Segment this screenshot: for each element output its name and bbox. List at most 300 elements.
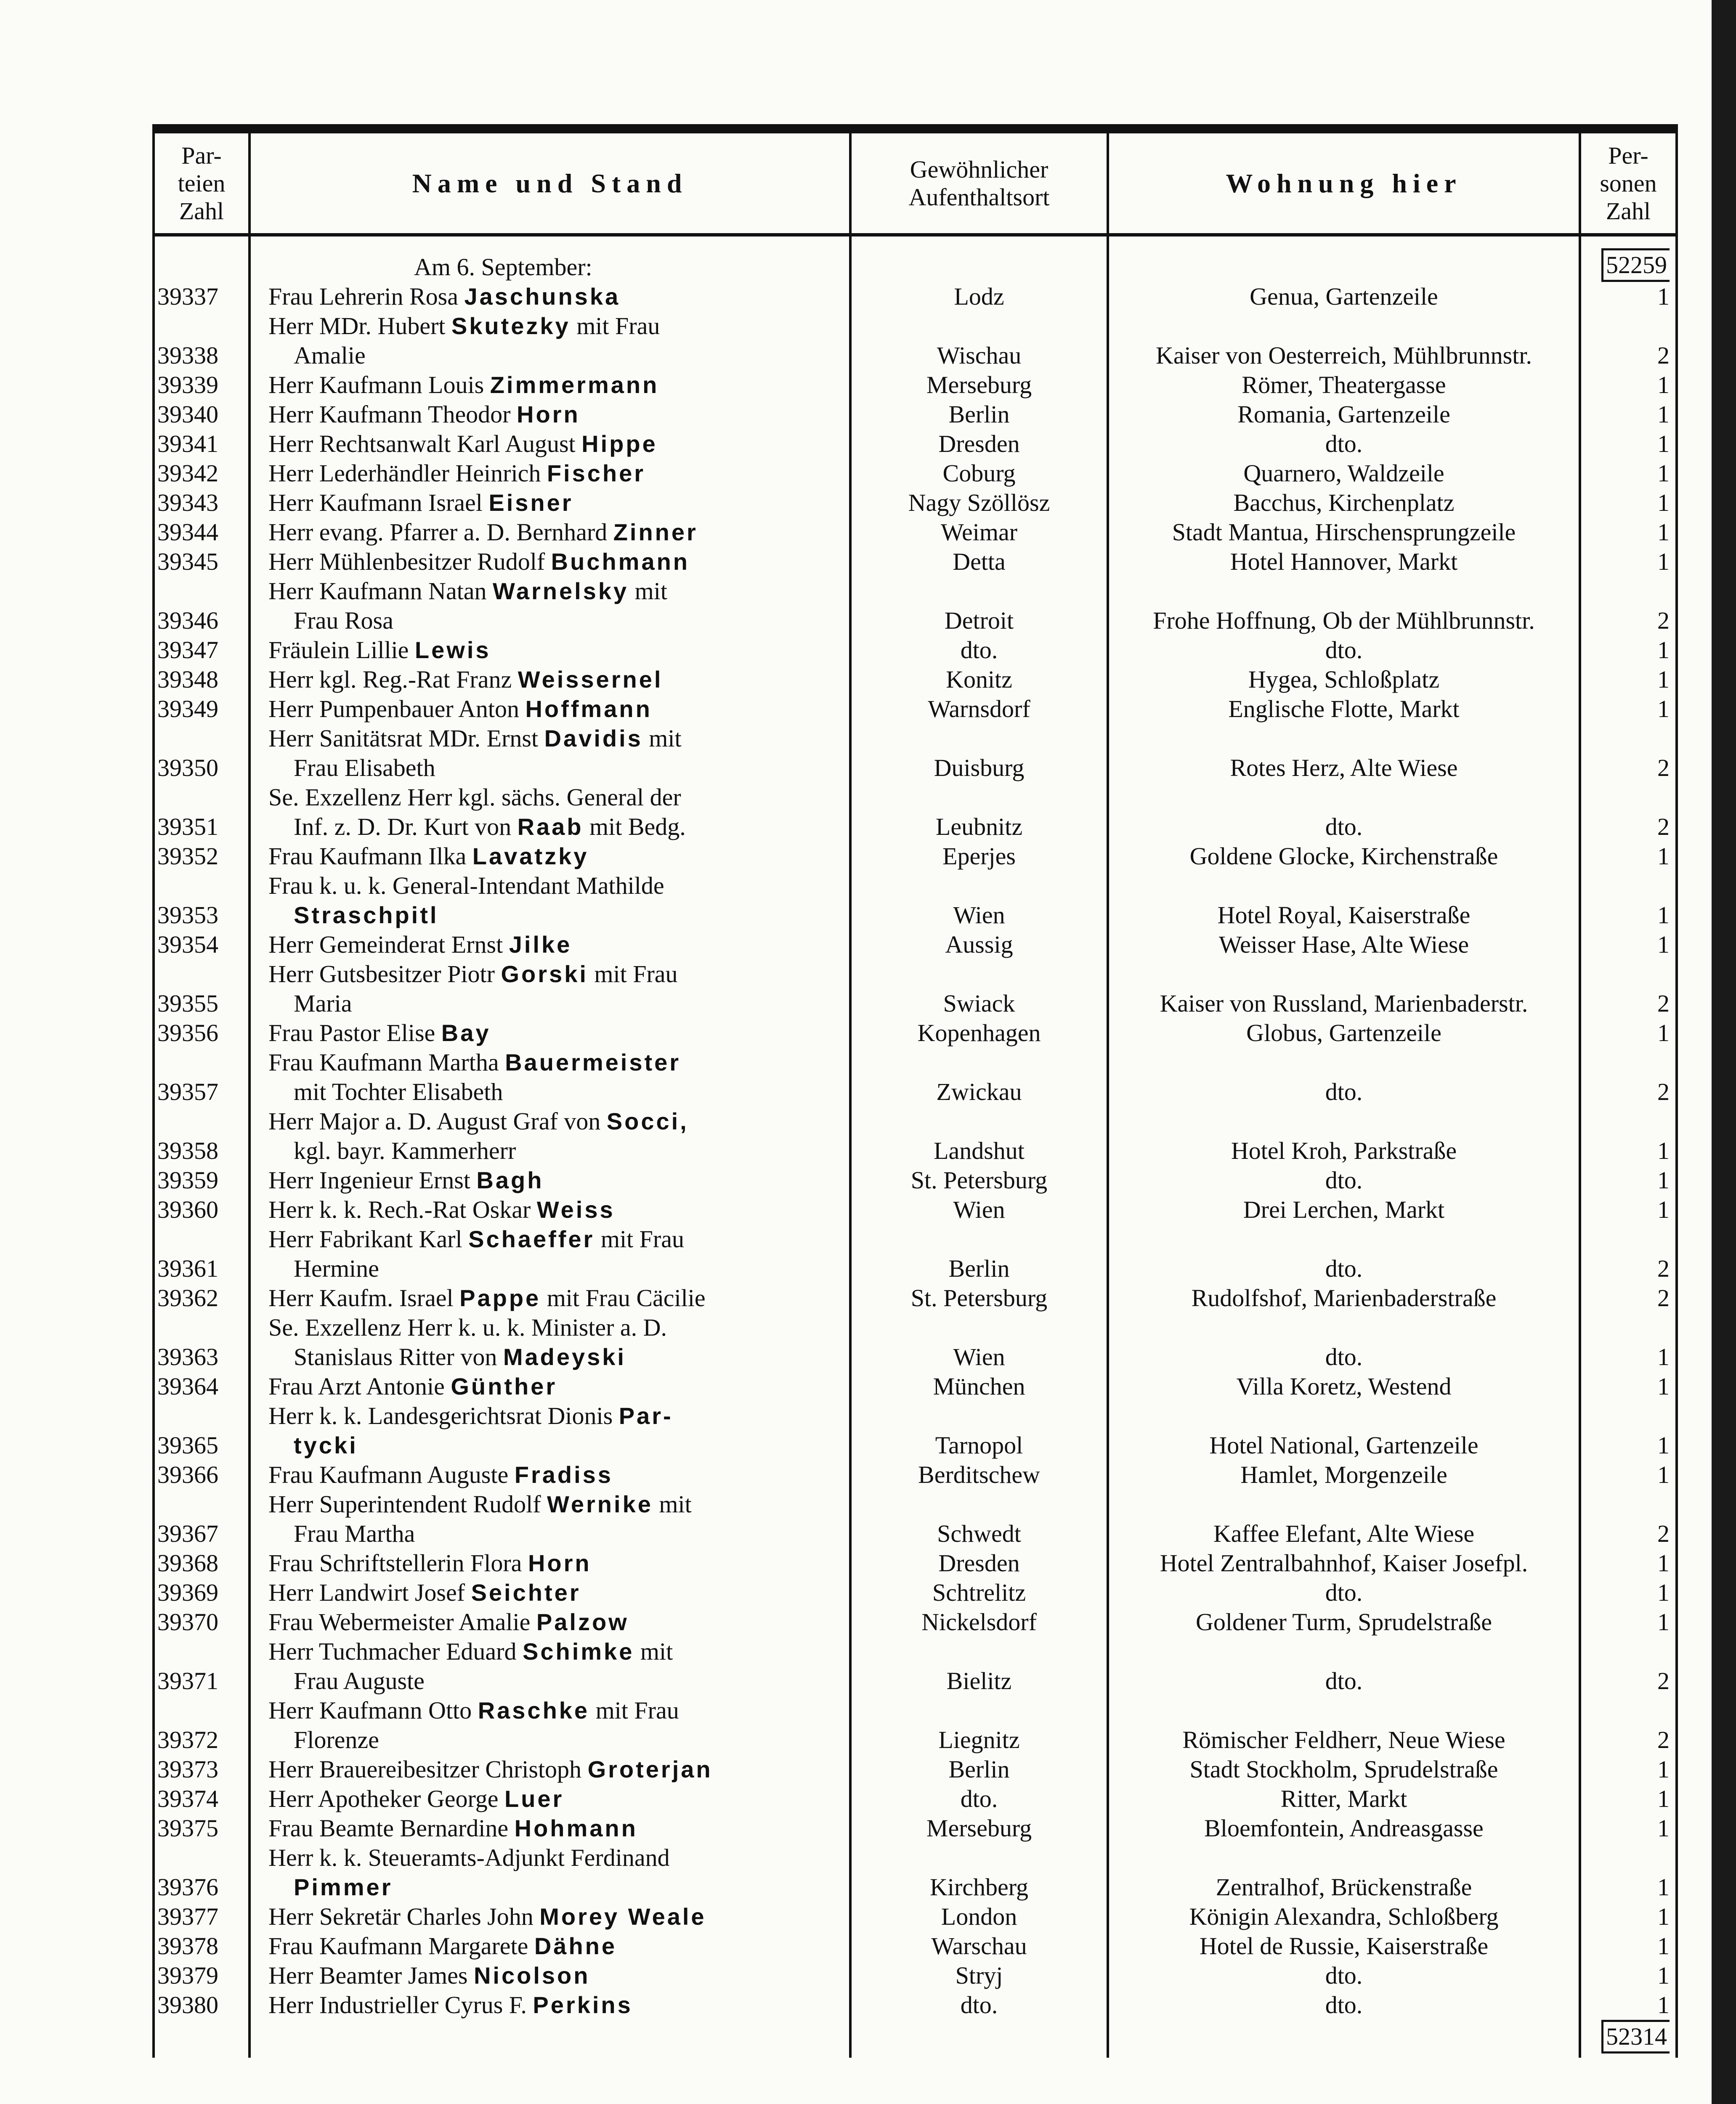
person-count: 1 bbox=[1580, 635, 1677, 665]
party-number: 39378 bbox=[154, 1931, 250, 1961]
surname: Pappe bbox=[459, 1285, 541, 1311]
name-and-status bbox=[250, 1637, 850, 1696]
lodging-address: Hotel Kroh, Parkstraße bbox=[1108, 1107, 1580, 1166]
title-text: Inf. z. D. Dr. Kurt von bbox=[294, 813, 512, 840]
entry-row bbox=[154, 694, 1677, 724]
name-line bbox=[268, 1490, 846, 1519]
usual-residence: Berlin bbox=[850, 400, 1108, 429]
title-text: Se. Exzellenz Herr k. u. k. Minister a. D. bbox=[268, 1314, 667, 1341]
party-number: 39343 bbox=[154, 488, 250, 518]
party-number: 39368 bbox=[154, 1549, 250, 1578]
entry-row bbox=[154, 1637, 1677, 1696]
name-and-status bbox=[250, 311, 850, 370]
lodging-address: dto. bbox=[1108, 1225, 1580, 1283]
surname: Bauermeister bbox=[505, 1049, 681, 1076]
title-text: Frau Beamte Bernardine bbox=[268, 1814, 509, 1842]
lodging-address: Frohe Hoffnung, Ob der Mühlbrunnstr. bbox=[1108, 576, 1580, 635]
surname: Madeyski bbox=[503, 1344, 626, 1370]
usual-residence: München bbox=[850, 1372, 1108, 1401]
party-number: 39361 bbox=[154, 1225, 250, 1283]
name-and-status bbox=[250, 959, 850, 1018]
lodging-address: Kaffee Elefant, Alte Wiese bbox=[1108, 1490, 1580, 1549]
title-text: Herr Brauereibesitzer Christoph bbox=[268, 1756, 582, 1783]
entry-row bbox=[154, 1843, 1677, 1902]
name-line bbox=[268, 1460, 846, 1490]
title-text: Herr Kaufmann Theodor bbox=[268, 401, 511, 428]
person-count: 1 bbox=[1580, 842, 1677, 871]
name-line bbox=[268, 1578, 846, 1607]
name-line bbox=[268, 1843, 846, 1873]
party-number: 39373 bbox=[154, 1755, 250, 1784]
name-line bbox=[268, 783, 846, 812]
name-continuation bbox=[268, 1873, 846, 1902]
header-row bbox=[154, 129, 1677, 235]
usual-residence: Wien bbox=[850, 1195, 1108, 1225]
date-row bbox=[154, 248, 1677, 282]
name-line bbox=[268, 1784, 846, 1814]
surname: Gorski bbox=[501, 961, 588, 987]
surname: Lavatzky bbox=[472, 843, 589, 869]
usual-residence: Berlin bbox=[850, 1755, 1108, 1784]
name-and-status bbox=[250, 871, 850, 930]
entry-row bbox=[154, 576, 1677, 635]
name-line bbox=[268, 1401, 846, 1431]
name-line bbox=[268, 724, 846, 753]
name-line bbox=[268, 1990, 846, 2020]
person-count: 1 bbox=[1580, 370, 1677, 400]
name-line bbox=[268, 842, 846, 871]
lodging-address: Hygea, Schloßplatz bbox=[1108, 665, 1580, 694]
lodging-address: Quarnero, Waldzeile bbox=[1108, 459, 1580, 488]
usual-residence: Bielitz bbox=[850, 1637, 1108, 1696]
usual-residence: Merseburg bbox=[850, 370, 1108, 400]
surname: tycki bbox=[294, 1432, 358, 1458]
lodging-address: Englische Flotte, Markt bbox=[1108, 694, 1580, 724]
name-and-status bbox=[250, 665, 850, 694]
entry-row bbox=[154, 1048, 1677, 1107]
title-text: Frau Arzt Antonie bbox=[268, 1373, 445, 1400]
person-count: 1 bbox=[1580, 1549, 1677, 1578]
usual-residence: Stryj bbox=[850, 1961, 1108, 1990]
title-text: Herr Lederhändler Heinrich bbox=[268, 460, 541, 487]
name-line bbox=[268, 694, 846, 724]
name-and-status bbox=[250, 724, 850, 783]
surname: Par- bbox=[618, 1403, 673, 1429]
party-number: 39339 bbox=[154, 370, 250, 400]
name-and-status bbox=[250, 1961, 850, 1990]
name-line bbox=[268, 282, 846, 311]
title-text: Stanislaus Ritter von bbox=[294, 1343, 497, 1371]
title-text: Herr k. k. Landesgerichtsrat Dionis bbox=[268, 1402, 613, 1429]
surname: Pimmer bbox=[294, 1874, 393, 1900]
person-count: 1 bbox=[1580, 1460, 1677, 1490]
entry-row bbox=[154, 1607, 1677, 1637]
party-number: 39353 bbox=[154, 871, 250, 930]
person-count: 1 bbox=[1580, 665, 1677, 694]
entry-row bbox=[154, 1961, 1677, 1990]
title-text: Herr Kaufm. Israel bbox=[268, 1284, 454, 1312]
usual-residence: Detta bbox=[850, 547, 1108, 576]
name-line bbox=[268, 959, 846, 989]
usual-residence: St. Petersburg bbox=[850, 1166, 1108, 1195]
usual-residence: Nickelsdorf bbox=[850, 1607, 1108, 1637]
lodging-address: Hotel Hannover, Markt bbox=[1108, 547, 1580, 576]
name-continuation bbox=[268, 901, 846, 930]
name-line bbox=[268, 429, 846, 459]
party-number: 39371 bbox=[154, 1637, 250, 1696]
name-and-status bbox=[250, 1460, 850, 1490]
title-text: Herr Ingenieur Ernst bbox=[268, 1166, 470, 1194]
name-line bbox=[268, 1755, 846, 1784]
party-number: 39360 bbox=[154, 1195, 250, 1225]
surname: Jilke bbox=[509, 931, 572, 958]
party-number: 39342 bbox=[154, 459, 250, 488]
entry-row bbox=[154, 488, 1677, 518]
name-and-status bbox=[250, 930, 850, 959]
person-count: 1 bbox=[1580, 518, 1677, 547]
party-number: 39367 bbox=[154, 1490, 250, 1549]
name-suffix: mit bbox=[659, 1490, 692, 1518]
usual-residence: Weimar bbox=[850, 518, 1108, 547]
person-count: 1 bbox=[1580, 400, 1677, 429]
title-text: Frau Schriftstellerin Flora bbox=[268, 1549, 522, 1577]
entry-row bbox=[154, 783, 1677, 842]
name-continuation: Frau Rosa bbox=[294, 607, 393, 634]
party-number: 39354 bbox=[154, 930, 250, 959]
usual-residence: Kopenhagen bbox=[850, 1018, 1108, 1048]
surname: Wernike bbox=[547, 1491, 653, 1517]
name-and-status bbox=[250, 1607, 850, 1637]
lodging-address: dto. bbox=[1108, 1313, 1580, 1372]
name-and-status bbox=[250, 1018, 850, 1048]
entry-row bbox=[154, 1401, 1677, 1460]
usual-residence: St. Petersburg bbox=[850, 1283, 1108, 1313]
lodging-address: Königin Alexandra, Schloßberg bbox=[1108, 1902, 1580, 1931]
surname: Socci, bbox=[606, 1108, 689, 1134]
name-and-status bbox=[250, 1902, 850, 1931]
date-heading: Am 6. September: bbox=[414, 253, 592, 281]
person-count: 1 bbox=[1580, 1755, 1677, 1784]
entry-row bbox=[154, 1490, 1677, 1549]
entry-row bbox=[154, 1755, 1677, 1784]
party-number: 39341 bbox=[154, 429, 250, 459]
name-continuation: Frau Auguste bbox=[294, 1667, 425, 1695]
header-usual-residence: Gewöhnlicher Aufenthaltsort bbox=[850, 129, 1108, 235]
lodging-address: Villa Koretz, Westend bbox=[1108, 1372, 1580, 1401]
title-text: Herr Gutsbesitzer Piotr bbox=[268, 960, 495, 988]
person-count: 2 bbox=[1580, 783, 1677, 842]
lodging-address: Kaiser von Oesterreich, Mühlbrunnstr. bbox=[1108, 311, 1580, 370]
surname: Palzow bbox=[536, 1609, 629, 1635]
name-and-status bbox=[250, 488, 850, 518]
surname: Fischer bbox=[547, 460, 646, 486]
entry-row bbox=[154, 842, 1677, 871]
name-and-status bbox=[250, 282, 850, 311]
guest-list-table bbox=[152, 124, 1678, 2058]
surname: Buchmann bbox=[551, 548, 690, 575]
usual-residence: Coburg bbox=[850, 459, 1108, 488]
surname: Lewis bbox=[414, 637, 491, 663]
name-and-status bbox=[250, 1195, 850, 1225]
name-and-status bbox=[250, 1372, 850, 1401]
surname: Davidis bbox=[544, 725, 643, 752]
name-continuation bbox=[268, 1342, 846, 1372]
lodging-address: Hotel National, Gartenzeile bbox=[1108, 1401, 1580, 1460]
person-count: 1 bbox=[1580, 871, 1677, 930]
name-continuation: Amalie bbox=[294, 342, 366, 369]
name-and-status bbox=[250, 1283, 850, 1313]
entry-row bbox=[154, 1578, 1677, 1607]
name-line bbox=[268, 1931, 846, 1961]
name-line bbox=[268, 311, 846, 341]
title-text: Herr Mühlenbesitzer Rudolf bbox=[268, 548, 545, 575]
name-line bbox=[268, 665, 846, 694]
name-and-status bbox=[250, 1843, 850, 1902]
surname: Raschke bbox=[478, 1697, 590, 1724]
surname: Eisner bbox=[488, 489, 573, 516]
party-number: 39359 bbox=[154, 1166, 250, 1195]
lodging-address: dto. bbox=[1108, 1961, 1580, 1990]
title-text: Herr Apotheker George bbox=[268, 1785, 499, 1812]
name-line bbox=[268, 576, 846, 606]
surname: Perkins bbox=[533, 1992, 633, 2018]
person-count: 1 bbox=[1580, 282, 1677, 311]
name-and-status bbox=[250, 576, 850, 635]
name-line bbox=[268, 1283, 846, 1313]
entry-row bbox=[154, 1283, 1677, 1313]
entry-row bbox=[154, 1313, 1677, 1372]
title-text: Herr Sanitätsrat MDr. Ernst bbox=[268, 725, 539, 752]
surname: Dähne bbox=[534, 1933, 617, 1959]
party-number: 39337 bbox=[154, 282, 250, 311]
person-count: 1 bbox=[1580, 930, 1677, 959]
title-text: Herr Kaufmann Natan bbox=[268, 577, 487, 605]
entry-row bbox=[154, 459, 1677, 488]
name-and-status bbox=[250, 1401, 850, 1460]
title-text: Herr Major a. D. August Graf von bbox=[268, 1108, 601, 1135]
party-number: 39357 bbox=[154, 1048, 250, 1107]
person-count: 1 bbox=[1580, 1843, 1677, 1902]
person-count: 1 bbox=[1580, 1372, 1677, 1401]
party-number: 39340 bbox=[154, 400, 250, 429]
lodging-address: Bloemfontein, Andreasgasse bbox=[1108, 1814, 1580, 1843]
name-continuation bbox=[268, 1431, 846, 1460]
title-text: Herr Rechtsanwalt Karl August bbox=[268, 430, 576, 457]
party-number: 39346 bbox=[154, 576, 250, 635]
lodging-address: Ritter, Markt bbox=[1108, 1784, 1580, 1814]
usual-residence: Konitz bbox=[850, 665, 1108, 694]
title-text: Herr MDr. Hubert bbox=[268, 312, 446, 340]
spacer-row bbox=[154, 235, 1677, 248]
usual-residence: Tarnopol bbox=[850, 1401, 1108, 1460]
lodging-address: Rudolfshof, Marienbaderstraße bbox=[1108, 1283, 1580, 1313]
name-and-status bbox=[250, 1990, 850, 2020]
person-count: 2 bbox=[1580, 1225, 1677, 1283]
name-and-status bbox=[250, 1578, 850, 1607]
usual-residence: Eperjes bbox=[850, 842, 1108, 871]
person-count: 2 bbox=[1580, 1048, 1677, 1107]
surname: Morey Weale bbox=[539, 1903, 706, 1930]
entry-row bbox=[154, 871, 1677, 930]
header-name-and-status: Name und Stand bbox=[250, 129, 850, 235]
name-suffix: mit bbox=[640, 1638, 673, 1665]
name-and-status bbox=[250, 1549, 850, 1578]
usual-residence: dto. bbox=[850, 1784, 1108, 1814]
title-text: Frau Kaufmann Auguste bbox=[268, 1461, 509, 1488]
name-suffix: mit bbox=[634, 577, 667, 605]
party-number: 39369 bbox=[154, 1578, 250, 1607]
name-line bbox=[268, 1313, 846, 1342]
party-number: 39365 bbox=[154, 1401, 250, 1460]
name-and-status bbox=[250, 1048, 850, 1107]
surname: Weiss bbox=[536, 1196, 615, 1223]
usual-residence: Lodz bbox=[850, 282, 1108, 311]
name-line bbox=[268, 459, 846, 488]
surname: Günther bbox=[451, 1373, 557, 1400]
lodging-address: dto. bbox=[1108, 429, 1580, 459]
usual-residence: dto. bbox=[850, 635, 1108, 665]
name-and-status bbox=[250, 694, 850, 724]
name-suffix: mit Frau bbox=[576, 312, 660, 340]
entry-row bbox=[154, 665, 1677, 694]
name-and-status bbox=[250, 1931, 850, 1961]
party-number: 39355 bbox=[154, 959, 250, 1018]
title-text: Herr Gemeinderat Ernst bbox=[268, 931, 503, 958]
name-and-status bbox=[250, 459, 850, 488]
scan-edge-right bbox=[1712, 0, 1736, 2104]
name-line bbox=[268, 1107, 846, 1136]
party-number: 39377 bbox=[154, 1902, 250, 1931]
party-number: 39376 bbox=[154, 1843, 250, 1902]
party-number: 39352 bbox=[154, 842, 250, 871]
party-number: 39356 bbox=[154, 1018, 250, 1048]
name-and-status bbox=[250, 518, 850, 547]
entry-row bbox=[154, 547, 1677, 576]
name-and-status bbox=[250, 1755, 850, 1784]
party-number: 39370 bbox=[154, 1607, 250, 1637]
title-text: Herr evang. Pfarrer a. D. Bernhard bbox=[268, 518, 608, 546]
surname: Bagh bbox=[476, 1167, 544, 1193]
person-count: 1 bbox=[1580, 1607, 1677, 1637]
surname: Zinner bbox=[613, 519, 698, 545]
party-number: 39345 bbox=[154, 547, 250, 576]
lodging-address: Zentralhof, Brückenstraße bbox=[1108, 1843, 1580, 1902]
lodging-address: Kaiser von Russland, Marienbaderstr. bbox=[1108, 959, 1580, 1018]
title-text: Frau Lehrerin Rosa bbox=[268, 283, 458, 310]
usual-residence: Warschau bbox=[850, 1931, 1108, 1961]
party-number: 39375 bbox=[154, 1814, 250, 1843]
name-and-status bbox=[250, 400, 850, 429]
lodging-address: dto. bbox=[1108, 1048, 1580, 1107]
usual-residence: Leubnitz bbox=[850, 783, 1108, 842]
entry-row bbox=[154, 635, 1677, 665]
name-line bbox=[268, 1902, 846, 1931]
party-number: 39358 bbox=[154, 1107, 250, 1166]
entry-row bbox=[154, 1902, 1677, 1931]
person-count: 2 bbox=[1580, 311, 1677, 370]
surname: Hippe bbox=[581, 430, 658, 457]
person-count: 2 bbox=[1580, 724, 1677, 783]
lodging-address: Genua, Gartenzeile bbox=[1108, 282, 1580, 311]
name-and-status bbox=[250, 842, 850, 871]
header-lodging-here: Wohnung hier bbox=[1108, 129, 1580, 235]
party-number: 39363 bbox=[154, 1313, 250, 1372]
surname: Hohmann bbox=[514, 1815, 638, 1841]
name-line bbox=[268, 547, 846, 576]
lodging-address: dto. bbox=[1108, 1166, 1580, 1195]
carry-in-total: 52259 bbox=[1601, 248, 1670, 282]
party-number: 39344 bbox=[154, 518, 250, 547]
surname: Horn bbox=[528, 1550, 592, 1576]
carry-out-total: 52314 bbox=[1601, 2020, 1670, 2054]
name-and-status bbox=[250, 1313, 850, 1372]
name-and-status bbox=[250, 635, 850, 665]
usual-residence: London bbox=[850, 1902, 1108, 1931]
usual-residence: Kirchberg bbox=[850, 1843, 1108, 1902]
title-text: Herr kgl. Reg.-Rat Franz bbox=[268, 666, 512, 693]
person-count: 1 bbox=[1580, 694, 1677, 724]
name-continuation: Frau Elisabeth bbox=[294, 754, 435, 781]
usual-residence: Schtrelitz bbox=[850, 1578, 1108, 1607]
name-line bbox=[268, 871, 846, 901]
name-line bbox=[268, 1195, 846, 1225]
name-and-status bbox=[250, 547, 850, 576]
usual-residence: Zwickau bbox=[850, 1048, 1108, 1107]
title-text: Frau k. u. k. General-Intendant Mathilde bbox=[268, 872, 664, 899]
name-line bbox=[268, 1607, 846, 1637]
person-count: 1 bbox=[1580, 459, 1677, 488]
entries-body bbox=[154, 235, 1677, 2058]
title-text: Se. Exzellenz Herr kgl. sächs. General der bbox=[268, 784, 681, 811]
entry-row bbox=[154, 1107, 1677, 1166]
surname: Schaeffer bbox=[468, 1226, 595, 1252]
party-number: 39351 bbox=[154, 783, 250, 842]
title-text: Herr Kaufmann Otto bbox=[268, 1697, 472, 1724]
name-continuation: Frau Martha bbox=[294, 1520, 415, 1547]
surname: Raab bbox=[517, 813, 584, 840]
name-and-status bbox=[250, 370, 850, 400]
name-and-status bbox=[250, 1490, 850, 1549]
usual-residence: Detroit bbox=[850, 576, 1108, 635]
name-suffix: mit Frau bbox=[594, 960, 678, 988]
name-suffix: mit Frau bbox=[600, 1225, 685, 1253]
person-count: 1 bbox=[1580, 1931, 1677, 1961]
person-count: 1 bbox=[1580, 1166, 1677, 1195]
surname: Schimke bbox=[523, 1638, 634, 1665]
surname: Nicolson bbox=[473, 1962, 590, 1989]
entry-row bbox=[154, 1931, 1677, 1961]
header-party-number: Par- teien Zahl bbox=[154, 129, 250, 235]
name-suffix: mit Bedg. bbox=[589, 813, 686, 840]
title-text: Herr Landwirt Josef bbox=[268, 1579, 465, 1606]
name-line bbox=[268, 1549, 846, 1578]
title-text: Frau Kaufmann Margarete bbox=[268, 1932, 528, 1960]
usual-residence: Swiack bbox=[850, 959, 1108, 1018]
entry-row bbox=[154, 1195, 1677, 1225]
surname: Hoffmann bbox=[525, 696, 652, 722]
person-count: 1 bbox=[1580, 1313, 1677, 1372]
lodging-address: Hotel Royal, Kaiserstraße bbox=[1108, 871, 1580, 930]
title-text: Frau Pastor Elise bbox=[268, 1019, 435, 1047]
usual-residence: Wien bbox=[850, 1313, 1108, 1372]
name-continuation: Hermine bbox=[294, 1255, 379, 1282]
title-text: Herr Superintendent Rudolf bbox=[268, 1490, 541, 1518]
person-count: 1 bbox=[1580, 1961, 1677, 1990]
title-text: Herr Tuchmacher Eduard bbox=[268, 1638, 517, 1665]
person-count: 1 bbox=[1580, 1814, 1677, 1843]
party-number: 39350 bbox=[154, 724, 250, 783]
name-suffix: mit Frau bbox=[595, 1697, 679, 1724]
